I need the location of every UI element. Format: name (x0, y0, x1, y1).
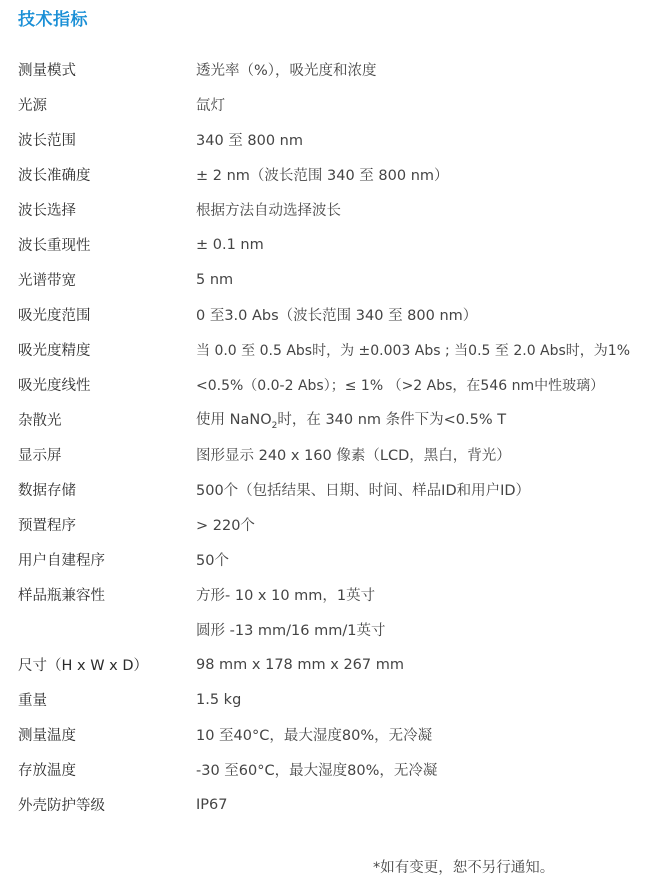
spec-row-measure-mode (18, 52, 648, 87)
spec-value: 氙灯 (196, 98, 225, 114)
footer-note: *如有变更，恕不另行通知。 (373, 860, 555, 876)
spec-label: 样品瓶兼容性 (18, 588, 105, 604)
spec-label: 波长选择 (18, 203, 76, 219)
spec-value: 透光率（%），吸光度和浓度 (196, 63, 377, 79)
spec-label: 预置程序 (18, 518, 76, 534)
spec-row-absorbance-accuracy (18, 332, 648, 367)
spec-label: 吸光度线性 (18, 378, 91, 394)
spec-value: 方形- 10 x 10 mm，1英寸 (196, 588, 376, 604)
spec-row-preset-programs (18, 507, 648, 542)
spec-label: 用户自建程序 (18, 553, 105, 569)
spec-value: 当 0.0 至 0.5 Abs时，为 ±0.003 Abs ; 当0.5 至 2.0 Abs时，为1% (196, 342, 631, 359)
spec-row-absorbance-linearity (18, 367, 648, 402)
spec-row-weight (18, 682, 648, 717)
spec-value: ± 0.1 nm (196, 236, 264, 253)
spec-row-data-storage (18, 472, 648, 507)
spec-label: 杂散光 (18, 413, 62, 429)
spec-value: -30 至60°C，最大湿度80%，无冷凝 (196, 763, 438, 779)
spec-row-wavelength-selection (18, 192, 648, 227)
spec-label: 数据存储 (18, 483, 76, 499)
spec-row-absorbance-range (18, 297, 648, 332)
spec-value: 图形显示 240 x 160 像素（LCD，黑白，背光） (196, 448, 511, 464)
spec-label: 测量温度 (18, 728, 76, 744)
spec-value (196, 408, 506, 431)
spec-row-wavelength-range (18, 122, 648, 157)
spec-value: 圆形 -13 mm/16 mm/1英寸 (196, 623, 386, 639)
spec-value: 500个（包括结果、日期、时间、样品ID和用户ID） (196, 483, 531, 499)
spec-row-wavelength-accuracy (18, 157, 648, 192)
spec-row-dimensions (18, 647, 648, 682)
spec-row-bandwidth (18, 262, 648, 297)
spec-label: 外壳防护等级 (18, 798, 105, 814)
spec-value: > 220个 (196, 518, 255, 534)
spec-value: 10 至40°C，最大湿度80%，无冷凝 (196, 728, 433, 744)
spec-value: 0 至3.0 Abs（波长范围 340 至 800 nm） (196, 308, 478, 324)
spec-row-vial-compatibility-round (18, 612, 648, 647)
spec-row-vial-compatibility (18, 577, 648, 612)
spec-value: <0.5%（0.0-2 Abs）；≤ 1% （>2 Abs，在546 nm中性玻璃） (196, 377, 605, 394)
spec-label: 测量模式 (18, 63, 76, 79)
spec-label: 重量 (18, 693, 47, 709)
spec-value: IP67 (196, 796, 228, 813)
spec-label: 尺寸（H x W x D） (18, 658, 149, 674)
spec-label: 光源 (18, 98, 47, 114)
spec-value: 1.5 kg (196, 691, 242, 708)
spec-label: 波长范围 (18, 133, 76, 149)
spec-row-light-source (18, 87, 648, 122)
spec-label: 波长重现性 (18, 238, 91, 254)
spec-value: 50个 (196, 553, 229, 569)
spec-row-user-programs (18, 542, 648, 577)
spec-row-operating-temp (18, 717, 648, 752)
spec-value: 340 至 800 nm (196, 133, 303, 149)
page-title: 技术指标 (18, 10, 88, 30)
spec-value: ± 2 nm（波长范围 340 至 800 nm） (196, 168, 449, 184)
spec-row-stray-light (18, 402, 648, 437)
spec-label: 光谱带宽 (18, 273, 76, 289)
spec-row-storage-temp (18, 752, 648, 787)
spec-label: 吸光度精度 (18, 343, 91, 359)
spec-value-pre: 使用 NaNO (196, 412, 272, 429)
spec-value: 98 mm x 178 mm x 267 mm (196, 656, 404, 673)
spec-table (18, 52, 648, 822)
spec-value-post: 时，在 340 nm 条件下为<0.5% T (277, 412, 507, 429)
spec-label: 波长准确度 (18, 168, 91, 184)
spec-value: 根据方法自动选择波长 (196, 203, 341, 219)
spec-value: 5 nm (196, 271, 234, 288)
spec-row-wavelength-repeatability (18, 227, 648, 262)
spec-row-enclosure-rating (18, 787, 648, 822)
spec-label: 存放温度 (18, 763, 76, 779)
spec-value-subscript: 2 (271, 420, 278, 431)
spec-label: 显示屏 (18, 448, 62, 464)
spec-row-display (18, 437, 648, 472)
spec-label: 吸光度范围 (18, 308, 91, 324)
